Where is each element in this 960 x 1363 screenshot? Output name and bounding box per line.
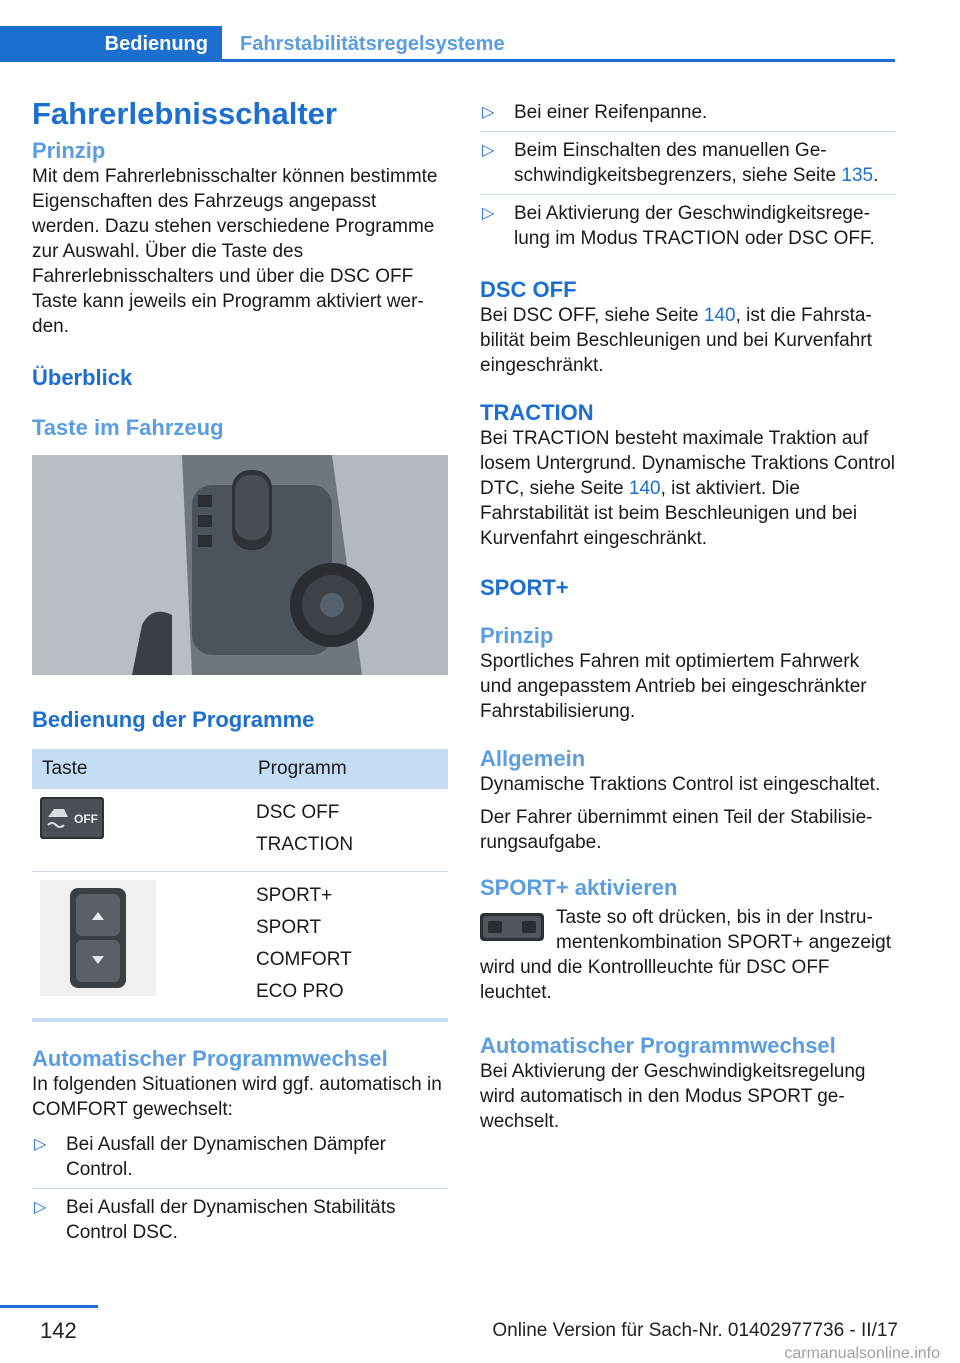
table-row xyxy=(32,872,448,1021)
auto2-text: Bei Aktivierung der Geschwindigkeitsregelung wird automatisch in den Modus SPORT gewechselt. xyxy=(480,1061,866,1132)
traction-text: Bei TRACTION besteht maximale Traktion auf losem Untergrund. Dynamische Traktions Control DTC, siehe Seite 140, ist aktiviert. Die Fahrstabilität ist beim Beschleunigen und bei Kurvenfahrt eingeschränkt. xyxy=(480,428,896,549)
traction-heading: TRACTION xyxy=(480,400,594,425)
watermark: carmanualsonline.info xyxy=(784,1345,940,1362)
bullet-icon: ▷ xyxy=(482,104,495,121)
prinzip-text: Mit dem Fahrerlebnisschalter können bestimmte Eigenschaften des Fahrzeugs angepasst werden. Dazu stehen verschiedene Programme zur Auswahl. Über die Taste des Fahrerlebnisschalters und über die DSC OFF Taste kann jeweils ein Programm aktiviert werden. xyxy=(32,166,438,337)
chapter-tab[interactable]: Fahrstabilitätsregelsysteme xyxy=(240,33,505,55)
page-header xyxy=(0,0,895,62)
page-number: 142 xyxy=(40,1318,77,1343)
dsc-off-text: Bei DSC OFF, siehe Seite 140, ist die Fahrstabilität beim Beschleunigen und bei Kurvenfahrt eingeschränkt. xyxy=(480,305,872,376)
auto-text: In folgenden Situationen wird ggf. automatisch in COMFORT gewechselt: xyxy=(32,1074,442,1120)
right-list xyxy=(480,94,896,257)
dsc-off-heading: DSC OFF xyxy=(480,277,577,302)
aktivieren-text: Taste so oft drücken, bis in der Instrumentenkombination SPORT+ angezeigt wird und die Kontrollleuchte für DSC OFF leuchtet. xyxy=(480,907,891,1003)
dsc-off-button-icon xyxy=(40,797,104,839)
allgemein-text-1: Dynamische Traktions Control ist eingeschaltet. xyxy=(480,774,881,795)
table-row xyxy=(32,789,448,872)
sport-prinzip-heading: Prinzip xyxy=(480,623,554,648)
program-sport-plus: SPORT+ xyxy=(256,885,333,906)
program-traction: TRACTION xyxy=(256,834,354,855)
list-item: ▷ Beim Einschalten des manuellen Geschwindigkeitsbegrenzers, siehe Seite 135. xyxy=(480,132,896,195)
list-item: ▷ Bei Ausfall der Dynamischen Stabilitäts Control DSC. xyxy=(34,1197,396,1243)
footer-rule xyxy=(0,1305,98,1308)
auto-list xyxy=(32,1126,448,1251)
bullet-icon: ▷ xyxy=(482,142,495,159)
page-link-140[interactable]: 140 xyxy=(628,478,661,499)
right-column xyxy=(480,100,896,1134)
console-photo xyxy=(32,455,448,675)
sport-aktivieren-heading: SPORT+ aktivieren xyxy=(480,875,678,900)
bedienung-heading: Bedienung der Programme xyxy=(32,707,315,732)
allgemein-text-2: Der Fahrer übernimmt einen Teil der Stabilisierungsaufgabe. xyxy=(480,807,873,853)
sport-prinzip-text: Sportliches Fahren mit optimiertem Fahrwerk und angepasstem Antrieb bei eingeschränkter Fahrstabilisierung. xyxy=(480,651,867,722)
list-item: ▷ Bei einer Reifenpanne. xyxy=(480,94,896,132)
bullet-icon: ▷ xyxy=(482,205,495,222)
programme-table xyxy=(32,749,448,1022)
page-link-140[interactable]: 140 xyxy=(703,305,736,326)
col-taste: Taste xyxy=(32,749,248,789)
program-eco-pro: ECO PRO xyxy=(256,981,344,1002)
program-sport: SPORT xyxy=(256,917,322,938)
prinzip-heading: Prinzip xyxy=(32,138,106,163)
allgemein-heading: Allgemein xyxy=(480,746,586,771)
bullet-icon: ▷ xyxy=(34,1199,47,1216)
page-link-135[interactable]: 135 xyxy=(841,165,874,186)
auto-heading: Automatischer Programmwechsel xyxy=(32,1046,388,1071)
header-rule xyxy=(222,59,895,62)
online-version: Online Version für Sach-Nr. 01402977736 - II/17 xyxy=(492,1320,898,1341)
page-title: Fahrerlebnisschalter xyxy=(32,96,337,131)
svg-text:OFF: OFF xyxy=(74,812,98,826)
program-dsc-off: DSC OFF xyxy=(256,802,340,823)
mode-switch-icon xyxy=(40,880,156,996)
program-comfort: COMFORT xyxy=(256,949,352,970)
left-column xyxy=(32,96,448,1251)
sport-button-icon xyxy=(480,913,544,941)
ueberblick-heading: Überblick xyxy=(32,365,133,390)
list-item: ▷ Bei Ausfall der Dynamischen Dämpfer Control. xyxy=(32,1126,448,1189)
col-programm: Programm xyxy=(248,749,448,789)
auto2-heading: Automatischer Programmwechsel xyxy=(480,1033,836,1058)
taste-heading: Taste im Fahrzeug xyxy=(32,415,224,440)
sport-plus-heading: SPORT+ xyxy=(480,575,569,600)
aktivieren-block xyxy=(480,905,896,1005)
bullet-icon: ▷ xyxy=(34,1136,47,1153)
section-tab[interactable]: Bedienung xyxy=(0,26,222,62)
list-item: ▷ Bei Aktivierung der Geschwindigkeitsregelung im Modus TRACTION oder DSC OFF. xyxy=(482,203,875,249)
